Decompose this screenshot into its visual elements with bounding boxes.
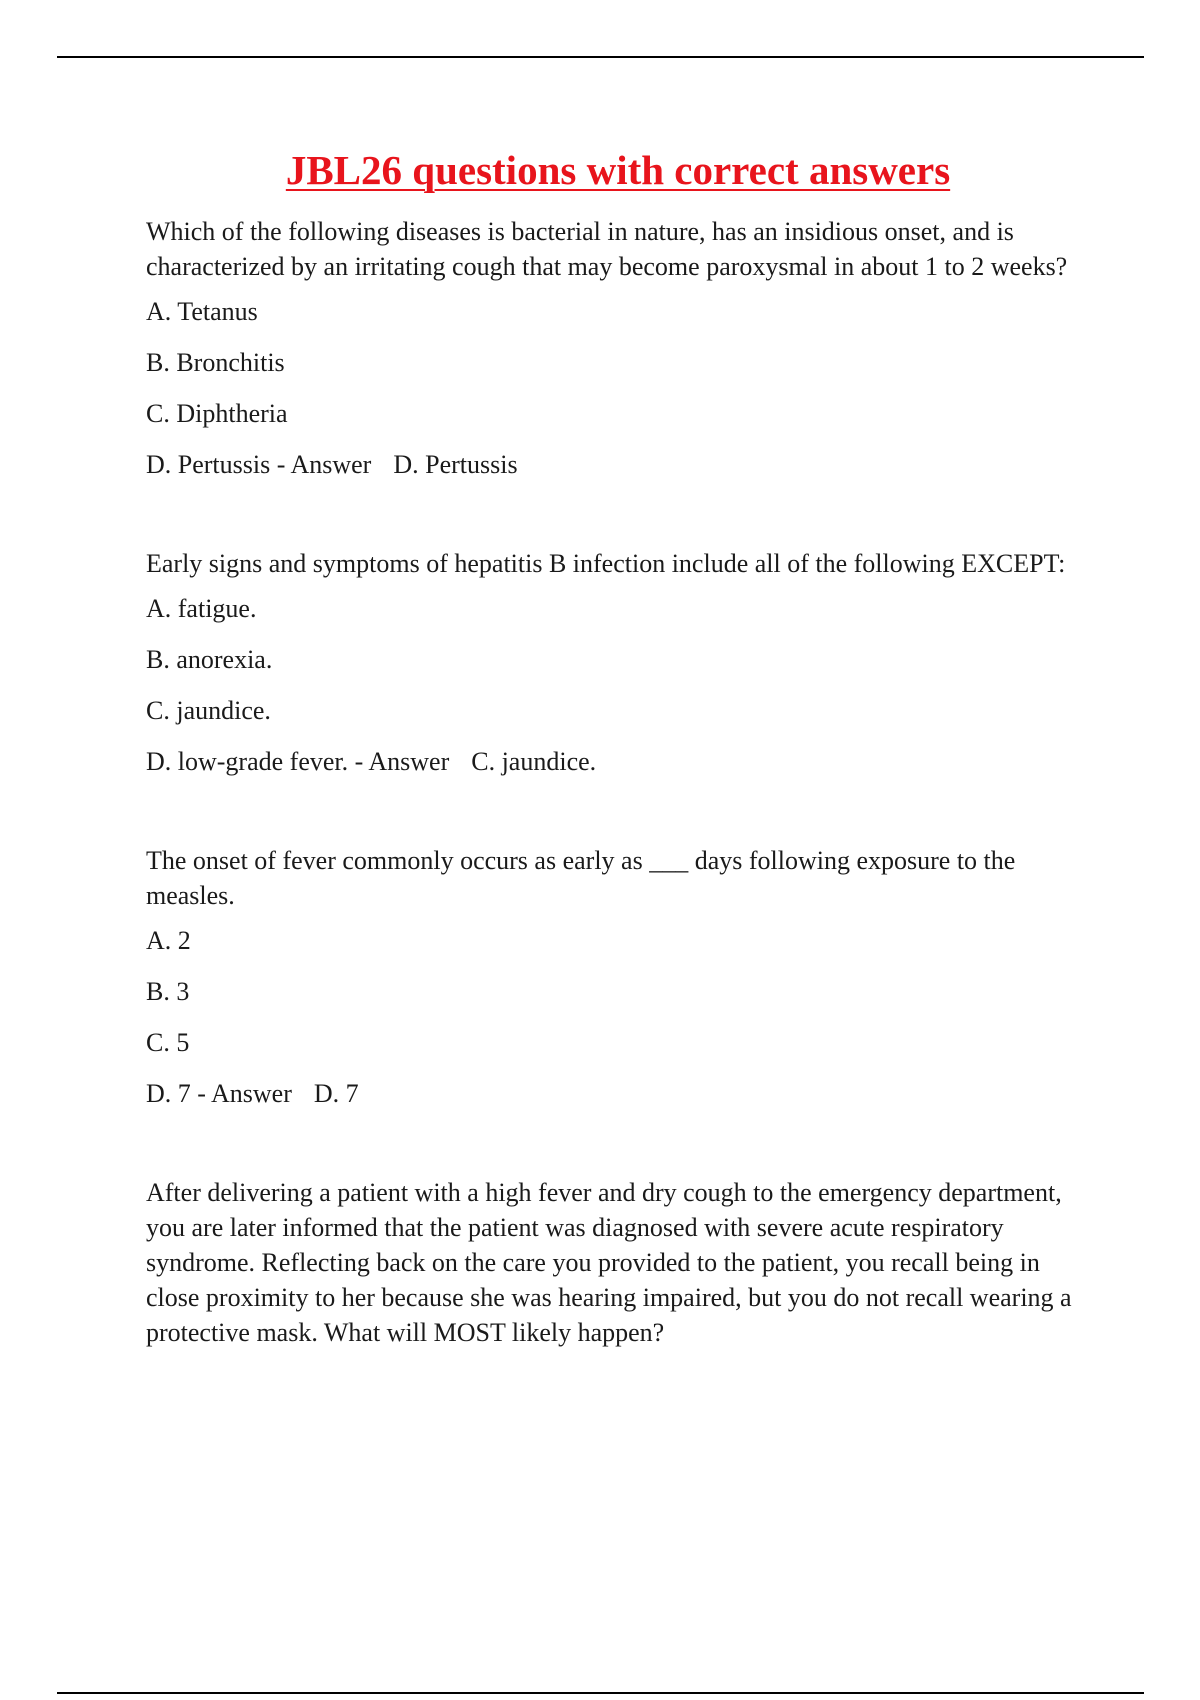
question-3 bbox=[146, 843, 1098, 1111]
option-b: B. 3 bbox=[146, 977, 190, 1006]
question-text: Which of the following diseases is bacterial in nature, has an insidious onset, and is characterized by an irritating cough that may become paroxysmal in about 1 to 2 weeks? bbox=[146, 217, 1068, 281]
question-4 bbox=[146, 1175, 1098, 1350]
question-text: Early signs and symptoms of hepatitis B infection include all of the following EXCEPT: bbox=[146, 549, 1066, 578]
question-1 bbox=[146, 214, 1098, 482]
option-d: D. Pertussis bbox=[146, 450, 271, 479]
question-text: The onset of fever commonly occurs as early as ___ days following exposure to the measles. bbox=[146, 846, 1016, 910]
option-a: A. 2 bbox=[146, 926, 191, 955]
option-c: C. Diphtheria bbox=[146, 399, 288, 428]
option-b: B. Bronchitis bbox=[146, 348, 285, 377]
option-d-with-answer bbox=[146, 744, 1098, 779]
answer-label: - Answer bbox=[348, 747, 450, 776]
document-title: JBL26 questions with correct answers bbox=[285, 147, 951, 193]
top-rule bbox=[57, 56, 1144, 58]
question-text: After delivering a patient with a high fever and dry cough to the emergency department, you are later informed that the patient was diagnosed with severe acute respiratory syndrome. Reflecting back on the care you provided to the patient, you recall being in close proximity to her because she was hearing impaired, but you do not recall wearing a protective mask. What will MOST likely happen? bbox=[146, 1178, 1072, 1347]
question-list bbox=[146, 214, 1098, 1360]
option-a: A. Tetanus bbox=[146, 297, 258, 326]
option-a: A. fatigue. bbox=[146, 594, 257, 623]
option-d-with-answer bbox=[146, 1076, 1098, 1111]
option-d: D. low-grade fever. bbox=[146, 747, 349, 776]
answer-label: - Answer bbox=[270, 450, 372, 479]
option-c: C. 5 bbox=[146, 1028, 190, 1057]
option-d: D. 7 bbox=[146, 1079, 191, 1108]
answer-label: - Answer bbox=[190, 1079, 292, 1108]
option-b: B. anorexia. bbox=[146, 645, 273, 674]
question-2 bbox=[146, 546, 1098, 779]
bottom-rule bbox=[57, 1692, 1144, 1694]
option-c: C. jaundice. bbox=[146, 696, 271, 725]
correct-answer: D. Pertussis bbox=[393, 450, 518, 479]
correct-answer: D. 7 bbox=[313, 1079, 359, 1108]
option-d-with-answer bbox=[146, 447, 1098, 482]
correct-answer: C. jaundice. bbox=[471, 747, 597, 776]
